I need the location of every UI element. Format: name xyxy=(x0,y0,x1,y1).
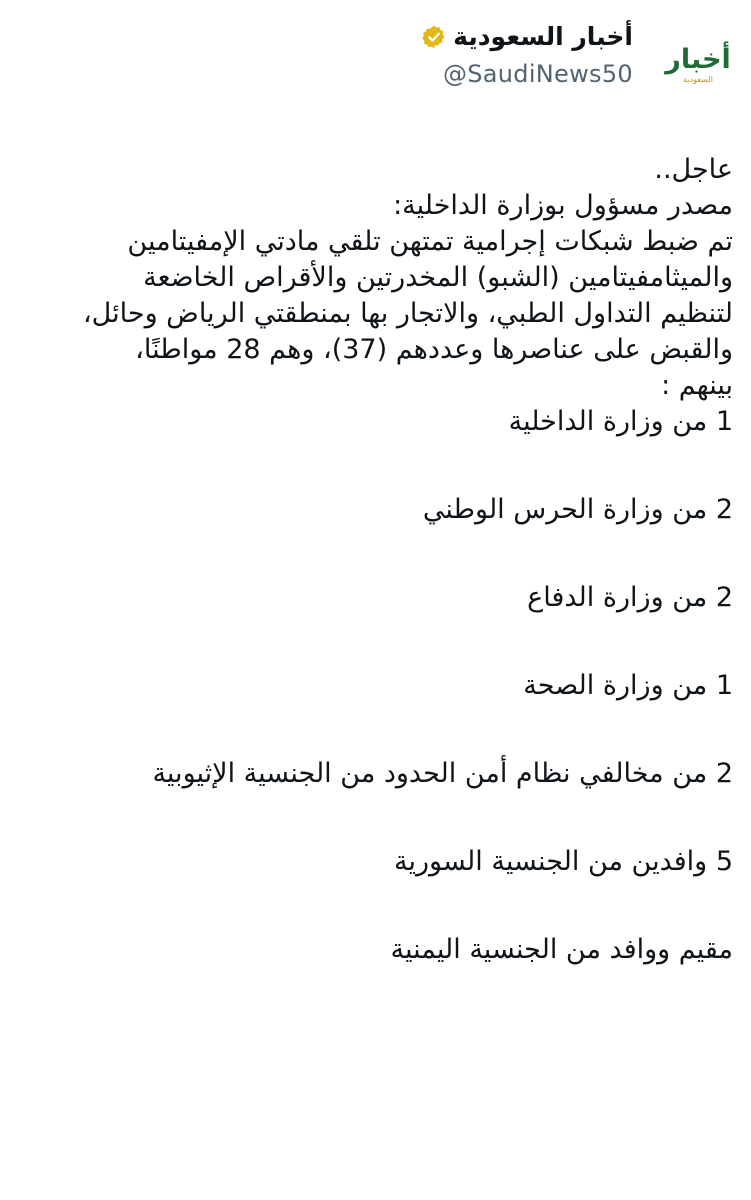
statement-line: بينهم : xyxy=(661,370,733,401)
display-name[interactable]: أخبار السعودية xyxy=(453,22,633,51)
list-item: 1 من وزارة الداخلية xyxy=(508,406,733,437)
avatar-logo-text: أخبار xyxy=(665,43,731,75)
list-item: 2 من وزارة الحرس الوطني xyxy=(422,494,733,525)
urgent-label: عاجل.. xyxy=(654,154,733,185)
list-item: 5 وافدين من الجنسية السورية xyxy=(393,846,733,877)
statement-line: والقبض على عناصرها وعددهم (37)، وهم 28 مواطنًا، xyxy=(135,334,733,365)
user-handle[interactable]: @SaudiNews50 xyxy=(442,60,633,88)
statement-line: تم ضبط شبكات إجرامية تمتهن تلقي مادتي الإمفيتامين xyxy=(127,226,733,257)
verified-badge-icon xyxy=(421,24,447,50)
list-item: 2 من وزارة الدفاع xyxy=(527,582,733,613)
tweet-header xyxy=(14,14,737,104)
statement-paragraph xyxy=(28,224,733,404)
statement-line: لتنظيم التداول الطبي، والاتجار بها بمنطقتي الرياض وحائل، xyxy=(82,298,733,329)
tweet-text xyxy=(28,152,733,1020)
list-item: 2 من مخالفي نظام أمن الحدود من الجنسية الإثيوبية xyxy=(152,758,733,789)
avatar-logo-subtext: السعودية xyxy=(683,74,713,84)
avatar[interactable] xyxy=(659,26,737,104)
user-info xyxy=(421,20,633,90)
source-line: مصدر مسؤول بوزارة الداخلية: xyxy=(393,190,733,221)
statement-line: والميثامفيتامين (الشبو) المخدرتين والأقراص الخاضعة xyxy=(143,262,733,293)
name-row xyxy=(421,20,633,54)
list-item: مقيم ووافد من الجنسية اليمنية xyxy=(390,934,733,965)
list-item: 1 من وزارة الصحة xyxy=(523,670,733,701)
